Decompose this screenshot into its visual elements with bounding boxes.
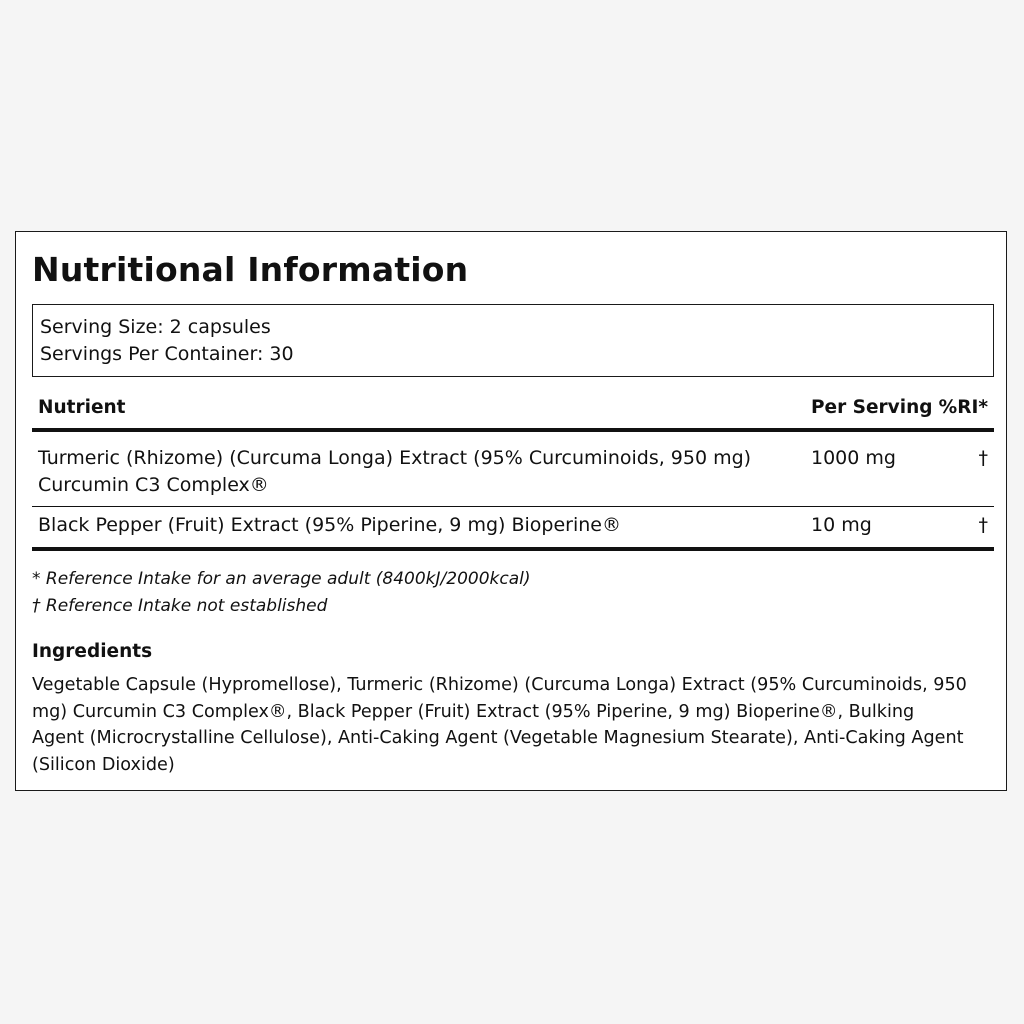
footnotes: [32, 566, 531, 620]
ingredients-heading: Ingredients: [32, 641, 153, 662]
table-row: [32, 432, 994, 507]
nutrient-table: [32, 392, 994, 551]
nutrient-name: Turmeric (Rhizome) (Curcuma Longa) Extract (95% Curcuminoids, 950 mg) Curcumin C3 Complex®: [38, 447, 752, 496]
nutrition-panel: [15, 231, 1007, 791]
table-row: [32, 507, 994, 551]
servings-per-container: Servings Per Container: 30: [40, 343, 294, 365]
footnote-reference-intake: * Reference Intake for an average adult (8400kJ/2000kcal): [32, 569, 531, 589]
per-serving-value: 10 mg: [811, 514, 872, 536]
ri-value: †: [978, 514, 988, 536]
page-title: Nutritional Information: [32, 250, 469, 289]
ingredients-text: Vegetable Capsule (Hypromellose), Turmeric (Rhizome) (Curcuma Longa) Extract (95% Curcuminoids, 950 mg) Curcumin C3 Complex®, Black Pepper (Fruit) Extract (95% Piperine, 9 mg) Bioperine®, Bulking Agent (Microcrystalline Cellulose), Anti-Caking Agent (Vegetable Magnesium Stearate), Anti-Caking Agent (Silicon Dioxide): [32, 675, 967, 775]
table-header: [32, 392, 994, 432]
header-ri: %RI*: [938, 397, 988, 418]
serving-size: Serving Size: 2 capsules: [40, 316, 271, 338]
per-serving-value: 1000 mg: [811, 447, 896, 469]
serving-info-box: [32, 304, 994, 377]
footnote-not-established: † Reference Intake not established: [32, 596, 328, 616]
header-per-serving: Per Serving: [811, 397, 933, 418]
ri-value: †: [978, 447, 988, 469]
nutrient-name: Black Pepper (Fruit) Extract (95% Piperine, 9 mg) Bioperine®: [38, 514, 621, 536]
header-nutrient: Nutrient: [38, 397, 126, 418]
